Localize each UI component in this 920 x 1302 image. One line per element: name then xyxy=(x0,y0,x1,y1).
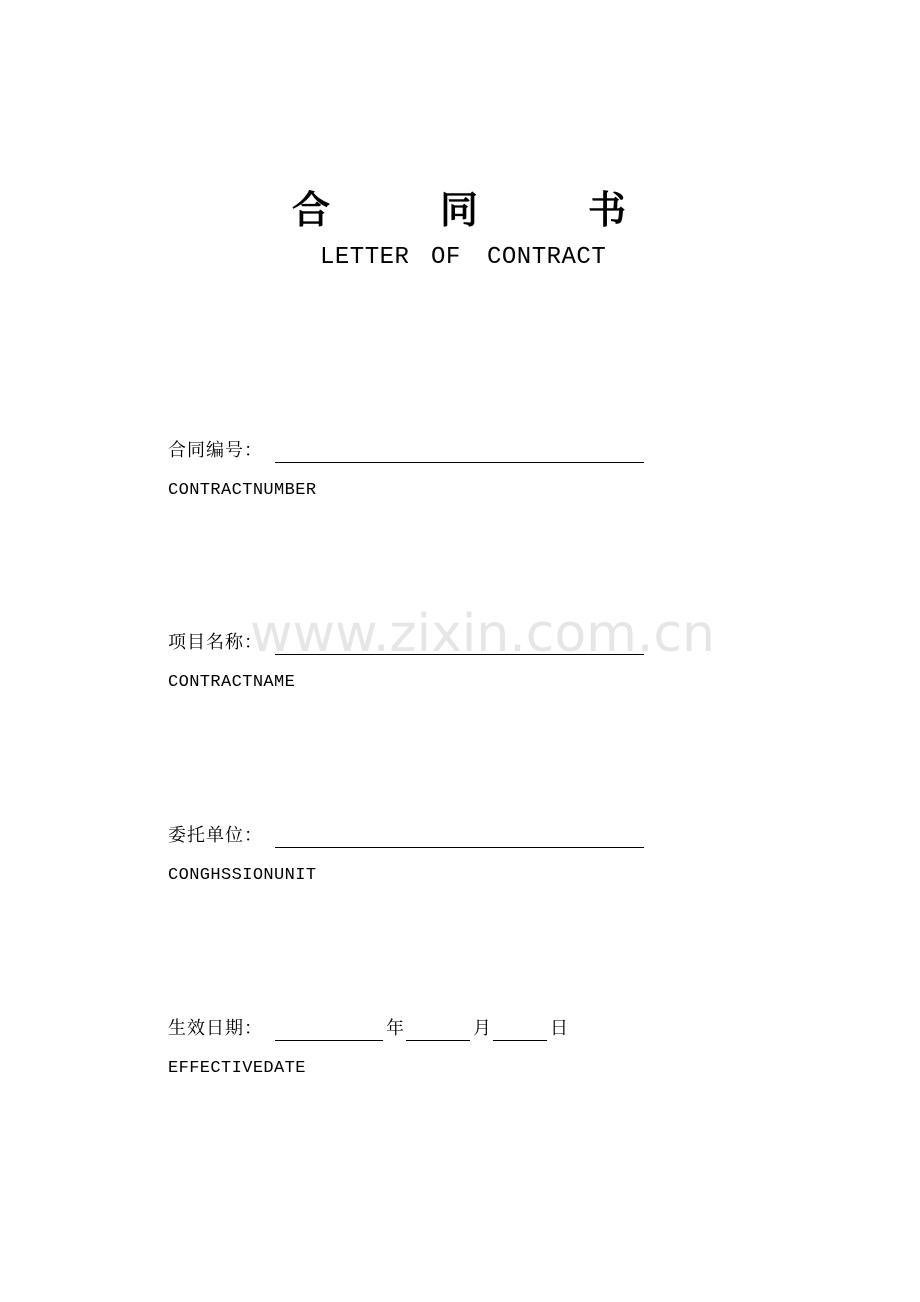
contract-number-label-en: CONTRACTNUMBER xyxy=(168,481,317,500)
project-name-label: 项目名称： xyxy=(168,632,263,653)
commission-unit-label: 委托单位： xyxy=(168,825,263,846)
day-unit: 日 xyxy=(550,1018,568,1039)
title-char-1: 合 xyxy=(292,188,331,232)
subtitle-word-1: LETTER xyxy=(320,244,410,271)
commission-unit-label-en: CONGHSSIONUNIT xyxy=(168,866,317,885)
document-title xyxy=(0,182,920,238)
document-subtitle xyxy=(0,240,920,276)
day-blank[interactable] xyxy=(493,1040,547,1041)
contract-number-row xyxy=(168,436,728,466)
year-unit: 年 xyxy=(386,1018,404,1039)
title-char-2: 同 xyxy=(440,188,479,232)
commission-unit-field xyxy=(168,821,728,885)
project-name-label-en: CONTRACTNAME xyxy=(168,673,296,692)
contract-number-blank[interactable] xyxy=(275,462,644,463)
effective-date-label-en: EFFECTIVEDATE xyxy=(168,1059,306,1078)
commission-unit-blank[interactable] xyxy=(275,847,644,848)
title-char-3: 书 xyxy=(588,188,627,232)
subtitle-word-3: CONTRACT xyxy=(487,244,607,271)
month-blank[interactable] xyxy=(406,1040,470,1041)
project-name-field xyxy=(168,628,728,692)
contract-number-label: 合同编号： xyxy=(168,440,263,461)
month-unit: 月 xyxy=(473,1018,491,1039)
watermark: www.zixin.com.cn xyxy=(250,604,715,664)
project-name-blank[interactable] xyxy=(275,654,644,655)
project-name-row xyxy=(168,628,728,658)
effective-date-field xyxy=(168,1014,728,1078)
effective-date-label: 生效日期： xyxy=(168,1018,263,1039)
subtitle-word-2: OF xyxy=(431,244,461,271)
commission-unit-row xyxy=(168,821,728,851)
contract-number-field xyxy=(168,436,728,500)
year-blank[interactable] xyxy=(275,1040,383,1041)
effective-date-row xyxy=(168,1014,728,1044)
